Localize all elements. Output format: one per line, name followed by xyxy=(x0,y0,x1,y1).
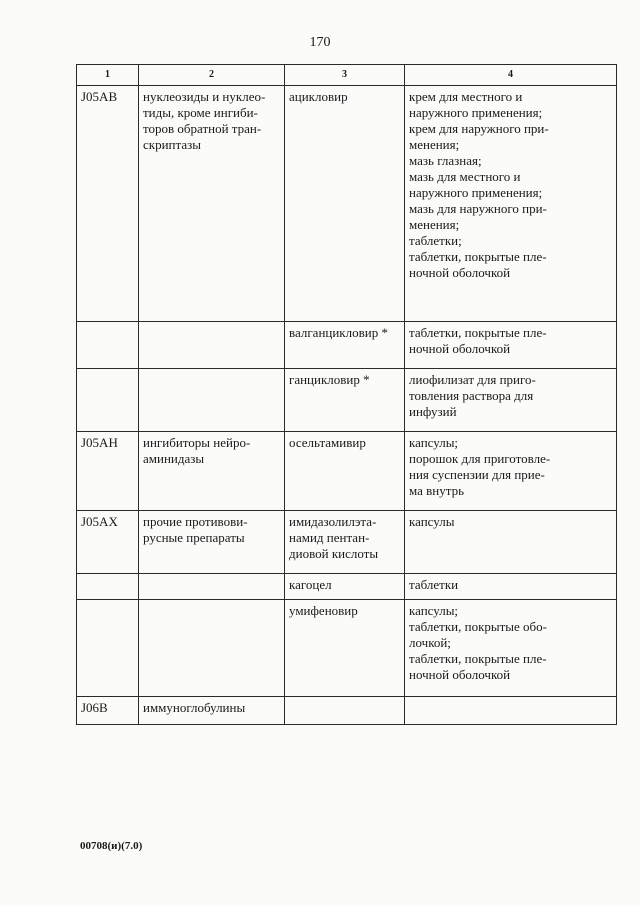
group-cell: прочие противови- русные препараты xyxy=(139,511,285,574)
atc-code-cell xyxy=(77,322,139,369)
table-row xyxy=(77,600,617,697)
group-cell: иммуноглобулины xyxy=(139,697,285,725)
drug-table xyxy=(76,64,617,725)
document-code: 00708(и)(7.0) xyxy=(80,840,143,852)
column-header: 1 xyxy=(77,65,139,86)
dosage-forms-cell: таблетки, покрытые пле- ночной оболочкой xyxy=(405,322,617,369)
table-header-row xyxy=(77,65,617,86)
dosage-forms-cell: капсулы; таблетки, покрытые обо- лочкой; таблетки, покрытые пле- ночной оболочкой xyxy=(405,600,617,697)
atc-code-cell: J06B xyxy=(77,697,139,725)
group-cell: нуклеозиды и нуклео- тиды, кроме ингиби- торов обратной тран- скриптазы xyxy=(139,86,285,322)
dosage-forms-cell xyxy=(405,697,617,725)
table-row xyxy=(77,322,617,369)
group-cell xyxy=(139,574,285,600)
page-number: 170 xyxy=(309,35,331,50)
table-row xyxy=(77,697,617,725)
group-cell xyxy=(139,600,285,697)
table-row xyxy=(77,86,617,322)
group-cell xyxy=(139,322,285,369)
dosage-forms-cell: таблетки xyxy=(405,574,617,600)
group-cell xyxy=(139,369,285,432)
table-row xyxy=(77,574,617,600)
drug-name-cell xyxy=(285,697,405,725)
atc-code-cell xyxy=(77,574,139,600)
atc-code-cell xyxy=(77,600,139,697)
dosage-forms-cell: капсулы xyxy=(405,511,617,574)
column-header: 4 xyxy=(405,65,617,86)
drug-name-cell: умифеновир xyxy=(285,600,405,697)
table-row xyxy=(77,511,617,574)
atc-code-cell: J05AX xyxy=(77,511,139,574)
drug-name-cell: кагоцел xyxy=(285,574,405,600)
atc-code-cell: J05AB xyxy=(77,86,139,322)
table-row xyxy=(77,369,617,432)
column-header: 2 xyxy=(139,65,285,86)
group-cell: ингибиторы нейро- аминидазы xyxy=(139,432,285,511)
drug-name-cell: ацикловир xyxy=(285,86,405,322)
drug-name-cell: ганцикловир * xyxy=(285,369,405,432)
dosage-forms-cell: капсулы; порошок для приготовле- ния суспензии для прие- ма внутрь xyxy=(405,432,617,511)
drug-name-cell: валганцикловир * xyxy=(285,322,405,369)
drug-name-cell: осельтамивир xyxy=(285,432,405,511)
dosage-forms-cell: крем для местного и наружного применения; крем для наружного при- менения; мазь глазная; мазь для местного и наружного применения; мазь для наружного при- менения; таблетки; таблетки, покрытые пле- ночной оболочкой xyxy=(405,86,617,322)
dosage-forms-cell: лиофилизат для приго- товления раствора для инфузий xyxy=(405,369,617,432)
table-row xyxy=(77,432,617,511)
drug-name-cell: имидазолилэта- намид пентан- диовой кислоты xyxy=(285,511,405,574)
column-header: 3 xyxy=(285,65,405,86)
atc-code-cell xyxy=(77,369,139,432)
atc-code-cell: J05AH xyxy=(77,432,139,511)
